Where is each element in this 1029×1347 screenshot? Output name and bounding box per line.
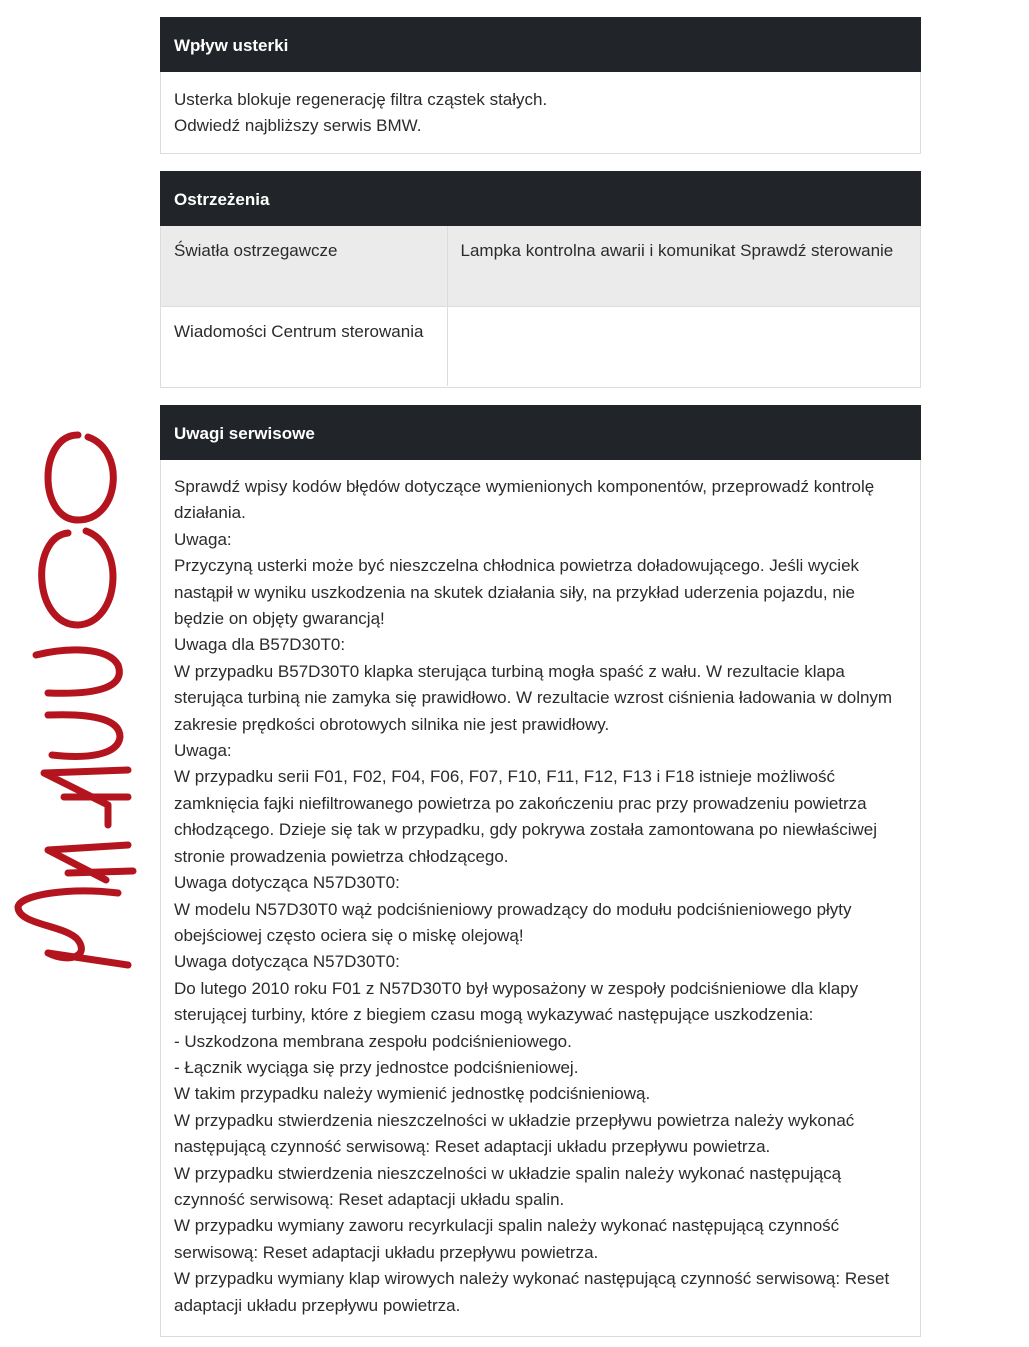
- warnings-label-cell: Wiadomości Centrum sterowania: [161, 306, 447, 386]
- impact-line: Usterka blokuje regenerację filtra cząstek stałych.: [174, 90, 548, 109]
- service-note-line: W przypadku wymiany klap wirowych należy wykonać następującą czynność serwisową: Reset adaptacji układu przepływu powietrza.: [174, 1269, 890, 1315]
- warnings-value-cell: [447, 306, 920, 386]
- impact-body: [161, 72, 920, 154]
- service-note-line: Uwaga:: [174, 529, 232, 549]
- service-note-line: - Uszkodzona membrana zespołu podciśnieniowego.: [174, 1031, 572, 1051]
- service-notes-header: Uwagi serwisowe: [160, 405, 921, 460]
- service-note-line: Uwaga dla B57D30T0:: [174, 635, 346, 655]
- impact-panel: [160, 17, 921, 154]
- service-note-line: Uwaga:: [174, 741, 232, 761]
- warnings-row: [161, 226, 920, 306]
- service-note-line: Uwaga dotycząca N57D30T0:: [174, 952, 400, 972]
- service-notes-panel: [160, 405, 921, 1337]
- service-note-line: Sprawdź wpisy kodów błędów dotyczące wymienionych komponentów, przeprowadź kontrolę działania.: [174, 477, 875, 523]
- service-note-line: Uwaga dotycząca N57D30T0:: [174, 873, 400, 893]
- service-note-line: W przypadku serii F01, F02, F04, F06, F07, F10, F11, F12, F13 i F18 istnieje możliwość zamknięcia fajki niefiltrowanego powietrza po zakończeniu prac przy prowadzeniu powietrza chłodzącego. Dzieje się tak w przypadku, gdy pokrywa została zamontowana po niewłaściwej stronie prowadzenia powietrza chłodzącego.: [174, 767, 878, 866]
- service-note-line: W przypadku stwierdzenia nieszczelności w układzie spalin należy wykonać następującą czynność serwisową: Reset adaptacji układu spalin.: [174, 1163, 842, 1209]
- warnings-row: [161, 306, 920, 386]
- service-note-line: - Łącznik wyciąga się przy jednostce podciśnieniowej.: [174, 1057, 579, 1077]
- service-note-line: W przypadku B57D30T0 klapka sterująca turbiną mogła spaść z wału. W rezultacie klapa sterująca turbiną nie zamyka się prawidłowo. W rezultacie wzrost ciśnienia ładowania w dolnym zakresie prędkości obrotowych silnika nie jest prawidłowy.: [174, 661, 893, 734]
- impact-header: Wpływ usterki: [160, 17, 921, 72]
- service-note-line: Do lutego 2010 roku F01 z N57D30T0 był wyposażony w zespoły podciśnieniowe dla klapy sterującej turbiny, które z biegiem czasu mogą wykazywać następujące uszkodzenia:: [174, 978, 859, 1025]
- service-notes-body: [161, 460, 920, 1333]
- handwritten-code-watermark: [8, 425, 138, 970]
- warnings-panel: [160, 171, 921, 388]
- service-note-line: W przypadku wymiany zaworu recyrkulacji spalin należy wykonać następującą czynność serwisową: Reset adaptacji układu przepływu powietrza.: [174, 1216, 840, 1262]
- service-note-line: W przypadku stwierdzenia nieszczelności w układzie przepływu powietrza należy wykonać następującą czynność serwisową: Reset adaptacji układu przepływu powietrza.: [174, 1110, 855, 1157]
- warnings-table: [161, 226, 920, 386]
- service-note-line: W takim przypadku należy wymienić jednostkę podciśnieniową.: [174, 1084, 651, 1104]
- service-note-line: Przyczyną usterki może być nieszczelna chłodnica powietrza doładowującego. Jeśli wyciek nastąpił w wyniku uszkodzenia na skutek działania siły, na przykład uderzenia pojazdu, nie będzie on objęty gwarancją!: [174, 556, 860, 629]
- warnings-header: Ostrzeżenia: [160, 171, 921, 226]
- warnings-value-cell: Lampka kontrolna awarii i komunikat Sprawdź sterowanie: [447, 226, 920, 306]
- warnings-label-cell: Światła ostrzegawcze: [161, 226, 447, 306]
- service-note-line: W modelu N57D30T0 wąż podciśnieniowy prowadzący do modułu podciśnieniowego płyty obejściowej często ociera się o miskę olejową!: [174, 899, 852, 945]
- impact-line: Odwiedź najbliższy serwis BMW.: [174, 116, 422, 136]
